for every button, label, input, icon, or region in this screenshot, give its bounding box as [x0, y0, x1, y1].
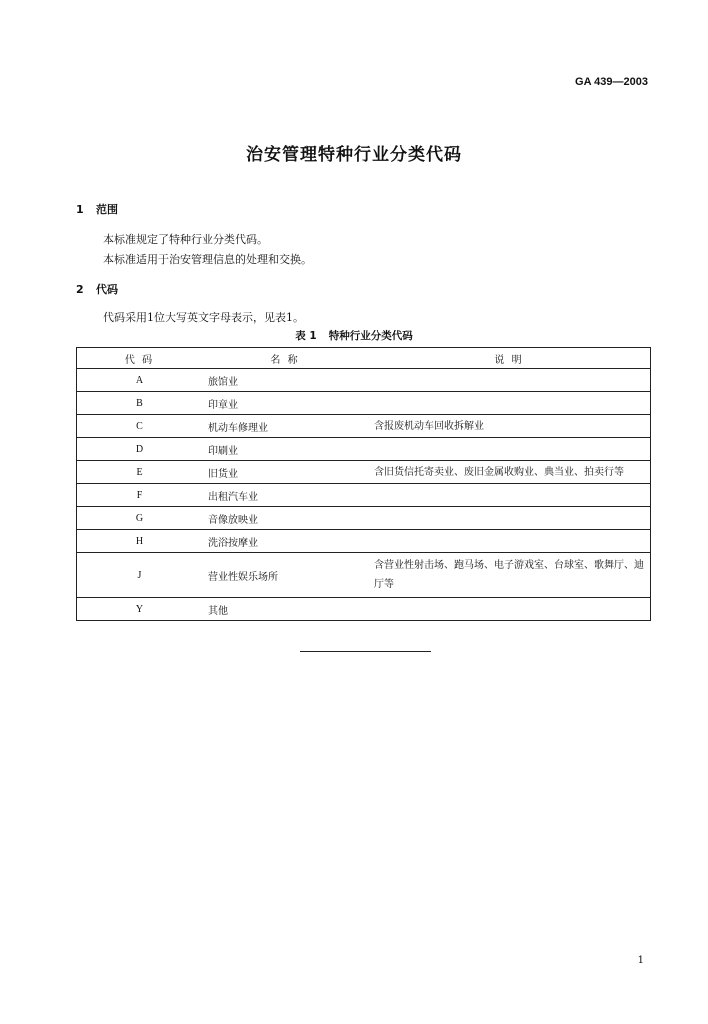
header-code: 代 码	[77, 348, 203, 369]
table-header-row	[77, 348, 651, 369]
cell-desc: 含旧货信托寄卖业、废旧金属收购业、典当业、拍卖行等	[368, 461, 651, 484]
standard-number: GA 439—2003	[575, 76, 648, 88]
table-row	[77, 415, 651, 438]
table-row	[77, 507, 651, 530]
cell-name: 营业性娱乐场所	[202, 553, 368, 598]
cell-desc: 含报废机动车回收拆解业	[368, 415, 651, 438]
section-1-number: 1	[76, 203, 84, 216]
section-2-paragraph-1: 代码采用1位大写英文字母表示，见表1。	[103, 311, 304, 324]
cell-code: G	[77, 507, 203, 530]
cell-code: A	[77, 369, 203, 392]
section-1-paragraph-2: 本标准适用于治安管理信息的处理和交换。	[103, 253, 312, 266]
cell-desc	[368, 530, 651, 553]
section-2-number: 2	[76, 283, 84, 296]
cell-code: Y	[77, 598, 203, 621]
cell-code: C	[77, 415, 203, 438]
cell-code: B	[77, 392, 203, 415]
section-1-paragraph-1: 本标准规定了特种行业分类代码。	[103, 233, 268, 246]
cell-name: 旅馆业	[202, 369, 368, 392]
cell-desc	[368, 369, 651, 392]
header-name: 名 称	[202, 348, 368, 369]
table-row	[77, 553, 651, 598]
cell-desc	[368, 598, 651, 621]
table-row	[77, 392, 651, 415]
table-row	[77, 530, 651, 553]
table-row	[77, 461, 651, 484]
cell-code: D	[77, 438, 203, 461]
document-title: 治安管理特种行业分类代码	[246, 145, 462, 165]
table-caption-title: 特种行业分类代码	[328, 330, 413, 342]
cell-name: 旧货业	[202, 461, 368, 484]
cell-name: 印刷业	[202, 438, 368, 461]
section-1-title: 范围	[96, 203, 118, 216]
cell-desc	[368, 392, 651, 415]
end-rule	[300, 651, 431, 652]
page-number: 1	[637, 955, 644, 966]
cell-desc: 含营业性射击场、跑马场、电子游戏室、台球室、歌舞厅、迪厅等	[368, 553, 651, 598]
cell-name: 洗浴按摩业	[202, 530, 368, 553]
cell-desc	[368, 438, 651, 461]
cell-code: F	[77, 484, 203, 507]
cell-desc	[368, 484, 651, 507]
table-caption-number: 表 1	[295, 330, 317, 342]
section-1-heading	[76, 201, 118, 217]
cell-code: J	[77, 553, 203, 598]
cell-name: 出租汽车业	[202, 484, 368, 507]
cell-code: E	[77, 461, 203, 484]
table-row	[77, 598, 651, 621]
cell-name: 音像放映业	[202, 507, 368, 530]
table-caption	[0, 328, 708, 343]
cell-desc	[368, 507, 651, 530]
section-2-title: 代码	[96, 283, 118, 296]
table-row	[77, 484, 651, 507]
cell-name: 机动车修理业	[202, 415, 368, 438]
table-row	[77, 438, 651, 461]
table-row	[77, 369, 651, 392]
section-2-heading	[76, 281, 118, 297]
cell-name: 其他	[202, 598, 368, 621]
cell-name: 印章业	[202, 392, 368, 415]
cell-code: H	[77, 530, 203, 553]
code-table	[76, 347, 651, 621]
header-desc: 说 明	[368, 348, 651, 369]
